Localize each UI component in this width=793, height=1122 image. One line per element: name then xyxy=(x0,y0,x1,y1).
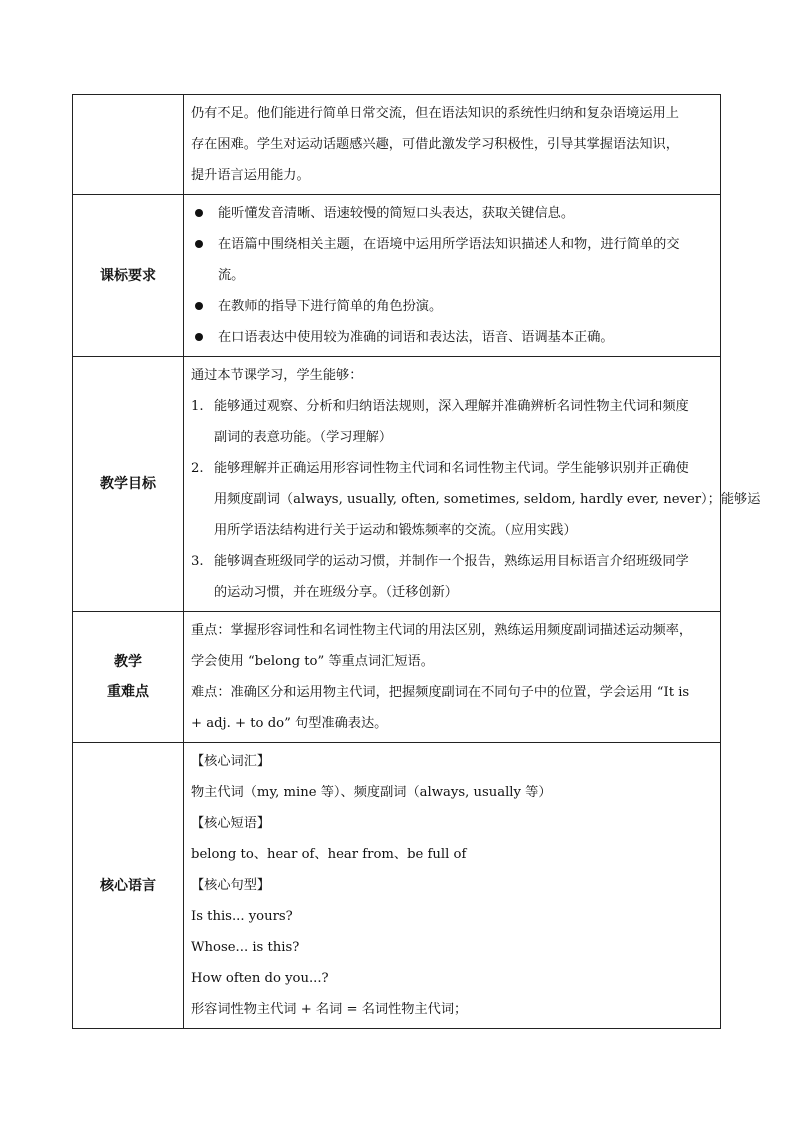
objective-number: 2. xyxy=(191,461,204,476)
core-sentence: How often do you...? xyxy=(191,971,329,986)
core-heading-vocab: 【核心词汇】 xyxy=(191,754,271,769)
core-phrases: belong to、hear of、hear from、be full of xyxy=(191,847,467,862)
objective-item xyxy=(191,546,714,608)
core-content xyxy=(184,743,721,1029)
situation-line: 提升语言运用能力。 xyxy=(191,168,310,183)
lesson-plan-table xyxy=(72,94,761,1029)
bullet-text: 在口语表达中使用较为准确的词语和表达法，语音、语调基本正确。 xyxy=(218,330,614,345)
core-heading-phrases: 【核心短语】 xyxy=(191,816,271,831)
situation-line: 仍有不足。他们能进行简单日常交流，但在语法知识的系统性归纳和复杂语境运用上 xyxy=(191,106,679,121)
objectives-label: 教学目标 xyxy=(73,357,184,612)
core-label: 核心语言 xyxy=(73,743,184,1029)
bullet-text: 能听懂发音清晰、语速较慢的简短口头表达，获取关键信息。 xyxy=(218,206,575,221)
bullet-text: 在语篇中围绕相关主题，在语境中运用所学语法知识描述人和物，进行简单的交 xyxy=(218,237,680,252)
keypoints-line: 学会使用 “belong to” 等重点词汇短语。 xyxy=(191,654,434,669)
bullet-icon xyxy=(195,333,203,341)
standards-bullet-item xyxy=(191,229,714,291)
standards-content xyxy=(184,195,721,357)
objective-text: 能够调查班级同学的运动习惯，并制作一个报告，熟练运用目标语言介绍班级同学 xyxy=(214,554,689,569)
keypoints-label-line2: 重难点 xyxy=(107,684,149,700)
objectives-intro: 通过本节课学习，学生能够： xyxy=(191,368,363,383)
core-sentence: Whose... is this? xyxy=(191,940,300,955)
core-sentence: Is this... yours? xyxy=(191,909,293,924)
situation-label-cell xyxy=(73,95,184,195)
keypoints-label-line1: 教学 xyxy=(114,654,142,670)
situation-content xyxy=(184,95,721,195)
keypoints-line: + adj. + to do” 句型准确表达。 xyxy=(191,716,388,731)
objective-text: 副词的表意功能。（学习理解） xyxy=(214,430,393,445)
situation-line: 存在困难。学生对运动话题感兴趣，可借此激发学习积极性，引导其掌握语法知识， xyxy=(191,137,679,152)
bullet-icon xyxy=(195,240,203,248)
objective-item xyxy=(191,453,761,546)
situation-row xyxy=(73,95,721,195)
standards-bullet-item xyxy=(191,291,714,322)
bullet-text: 流。 xyxy=(218,268,245,283)
keypoints-line: 重点：掌握形容词性和名词性物主代词的用法区别，熟练运用频度副词描述运动频率， xyxy=(191,623,693,638)
standards-label: 课标要求 xyxy=(73,195,184,357)
standards-bullet-item xyxy=(191,198,714,229)
bullet-icon xyxy=(195,302,203,310)
core-heading-sentences: 【核心句型】 xyxy=(191,878,271,893)
objectives-row xyxy=(73,357,721,612)
bullet-icon xyxy=(195,209,203,217)
objective-text: 能够理解并正确运用形容词性物主代词和名词性物主代词。学生能够识别并正确使 xyxy=(214,461,689,476)
keypoints-label xyxy=(73,612,184,743)
standards-row xyxy=(73,195,721,357)
objective-number: 3. xyxy=(191,554,204,569)
core-sentence: 形容词性物主代词 + 名词 = 名词性物主代词； xyxy=(191,1002,468,1017)
objective-text: 能够通过观察、分析和归纳语法规则，深入理解并准确辨析名词性物主代词和频度 xyxy=(214,399,689,414)
bullet-text: 在教师的指导下进行简单的角色扮演。 xyxy=(218,299,443,314)
standards-bullet-item xyxy=(191,322,714,353)
keypoints-content xyxy=(184,612,721,743)
objective-text: 用所学语法结构进行关于运动和锻炼频率的交流。（应用实践） xyxy=(214,523,577,538)
objective-number: 1. xyxy=(191,399,204,414)
objective-text: 用频度副词（always, usually, often, sometimes, seldom, hardly ever, never）；能够运 xyxy=(214,492,761,507)
objective-text: 的运动习惯，并在班级分享。（迁移创新） xyxy=(214,585,458,600)
keypoints-line: 难点：准确区分和运用物主代词，把握频度副词在不同句子中的位置，学会运用 “It is xyxy=(191,685,690,700)
objectives-content xyxy=(184,357,761,612)
keypoints-row xyxy=(73,612,721,743)
core-vocab: 物主代词（my, mine 等）、频度副词（always, usually 等） xyxy=(191,785,552,800)
objective-item xyxy=(191,391,714,453)
core-row xyxy=(73,743,721,1029)
